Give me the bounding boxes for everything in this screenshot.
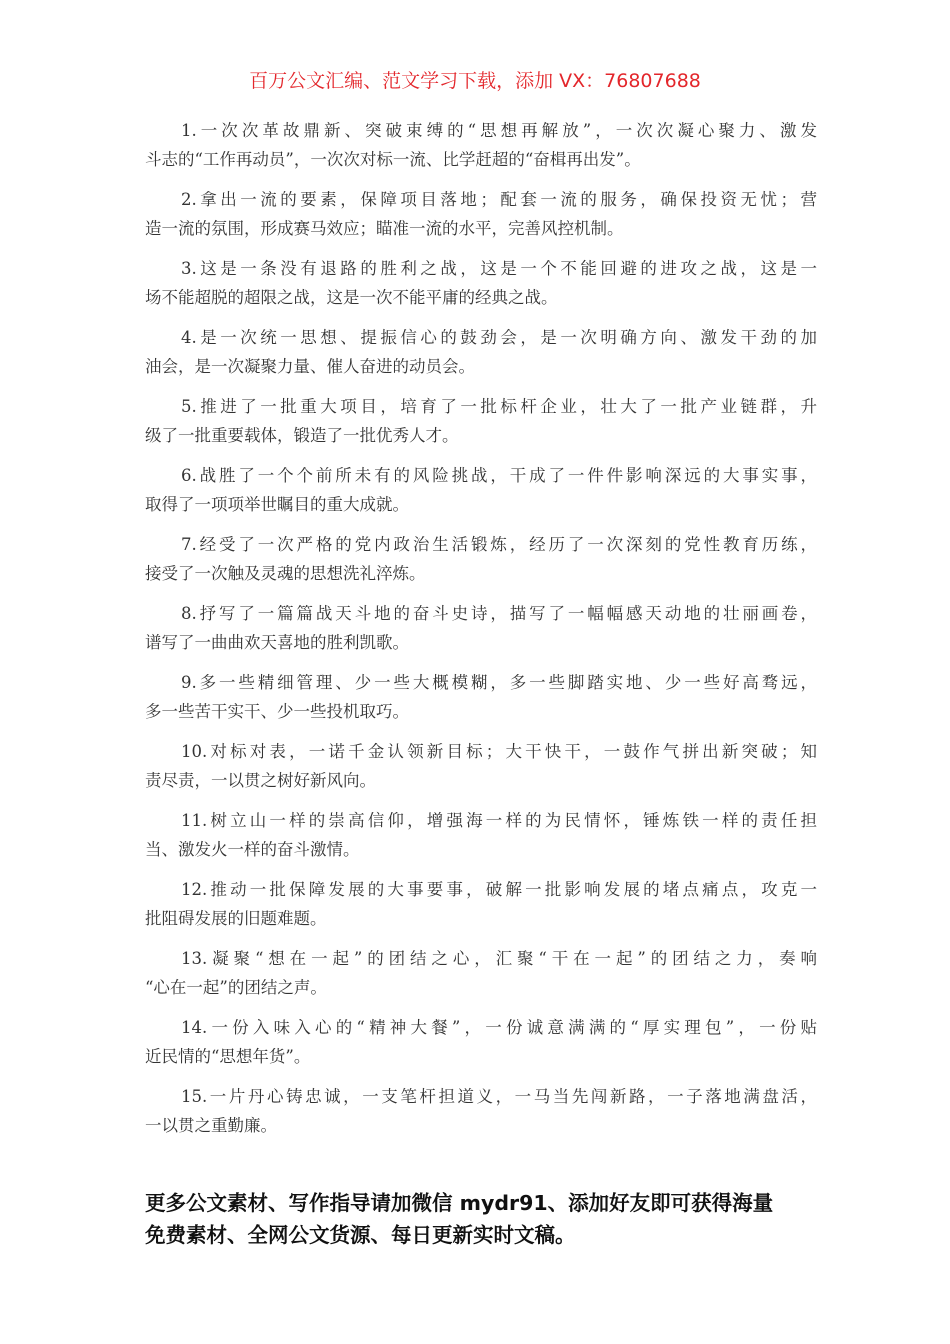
phrase-list	[145, 116, 817, 1151]
item-line: 10.对标对表，一诺千金认领新目标；大干快干，一鼓作气拼出新突破；知	[181, 742, 817, 761]
list-item	[145, 185, 817, 243]
list-item	[145, 944, 817, 1002]
list-item	[145, 392, 817, 450]
list-item	[145, 530, 817, 588]
footer-note	[145, 1187, 817, 1251]
item-line: 多一些苦干实干、少一些投机取巧。	[145, 702, 409, 721]
list-item	[145, 461, 817, 519]
item-line: 级了一批重要载体，锻造了一批优秀人才。	[145, 426, 459, 445]
header-banner: 百万公文汇编、范文学习下载，添加 VX：76807688	[249, 70, 701, 92]
item-line: 12.推动一批保障发展的大事要事，破解一批影响发展的堵点痛点，攻克一	[181, 880, 817, 899]
item-line: 一以贯之重勤廉。	[145, 1116, 277, 1135]
footer-line: 免费素材、全网公文货源、每日更新实时文稿。	[145, 1223, 576, 1247]
list-item	[145, 1013, 817, 1071]
item-line: 接受了一次触及灵魂的思想洗礼淬炼。	[145, 564, 426, 583]
item-line: 1.一次次革故鼎新、突破束缚的“思想再解放”，一次次凝心聚力、激发	[181, 121, 817, 140]
item-line: 5.推进了一批重大项目，培育了一批标杆企业，壮大了一批产业链群，升	[181, 397, 817, 416]
list-item	[145, 323, 817, 381]
item-line: “心在一起”的团结之声。	[145, 978, 327, 997]
list-item	[145, 116, 817, 174]
item-line: 11.树立山一样的崇高信仰，增强海一样的为民情怀，锤炼铁一样的责任担	[181, 811, 817, 830]
item-line: 近民情的“思想年货”。	[145, 1047, 311, 1066]
item-line: 4.是一次统一思想、提振信心的鼓劲会，是一次明确方向、激发干劲的加	[181, 328, 817, 347]
list-item	[145, 875, 817, 933]
item-line: 14.一份入味入心的“精神大餐”，一份诚意满满的“厚实理包”，一份贴	[181, 1018, 817, 1037]
list-item	[145, 806, 817, 864]
item-line: 斗志的“工作再动员”，一次次对标一流、比学赶超的“奋楫再出发”。	[145, 150, 641, 169]
item-line: 7.经受了一次严格的党内政治生活锻炼，经历了一次深刻的党性教育历练，	[181, 535, 817, 554]
item-line: 2.拿出一流的要素，保障项目落地；配套一流的服务，确保投资无忧；营	[181, 190, 817, 209]
item-line: 6.战胜了一个个前所未有的风险挑战，干成了一件件影响深远的大事实事，	[181, 466, 817, 485]
list-item	[145, 254, 817, 312]
item-line: 9.多一些精细管理、少一些大概模糊，多一些脚踏实地、少一些好高骛远，	[181, 673, 817, 692]
item-line: 场不能超脱的超限之战，这是一次不能平庸的经典之战。	[145, 288, 558, 307]
list-item	[145, 737, 817, 795]
item-line: 15.一片丹心铸忠诚，一支笔杆担道义，一马当先闯新路，一子落地满盘活，	[181, 1087, 817, 1106]
item-line: 造一流的氛围，形成赛马效应；瞄准一流的水平，完善风控机制。	[145, 219, 624, 238]
item-line: 油会，是一次凝聚力量、催人奋进的动员会。	[145, 357, 475, 376]
item-line: 3.这是一条没有退路的胜利之战，这是一个不能回避的进攻之战，这是一	[181, 259, 817, 278]
item-line: 8.抒写了一篇篇战天斗地的奋斗史诗，描写了一幅幅感天动地的壮丽画卷，	[181, 604, 817, 623]
list-item	[145, 599, 817, 657]
item-line: 13.凝聚“想在一起”的团结之心，汇聚“干在一起”的团结之力，奏响	[181, 949, 817, 968]
item-line: 取得了一项项举世瞩目的重大成就。	[145, 495, 409, 514]
item-line: 当、激发火一样的奋斗激情。	[145, 840, 360, 859]
list-item	[145, 668, 817, 726]
item-line: 谱写了一曲曲欢天喜地的胜利凯歌。	[145, 633, 409, 652]
footer-line: 更多公文素材、写作指导请加微信 mydr91、添加好友即可获得海量	[145, 1191, 774, 1215]
item-line: 批阻碍发展的旧题难题。	[145, 909, 327, 928]
list-item	[145, 1082, 817, 1140]
item-line: 责尽责，一以贯之树好新风向。	[145, 771, 376, 790]
